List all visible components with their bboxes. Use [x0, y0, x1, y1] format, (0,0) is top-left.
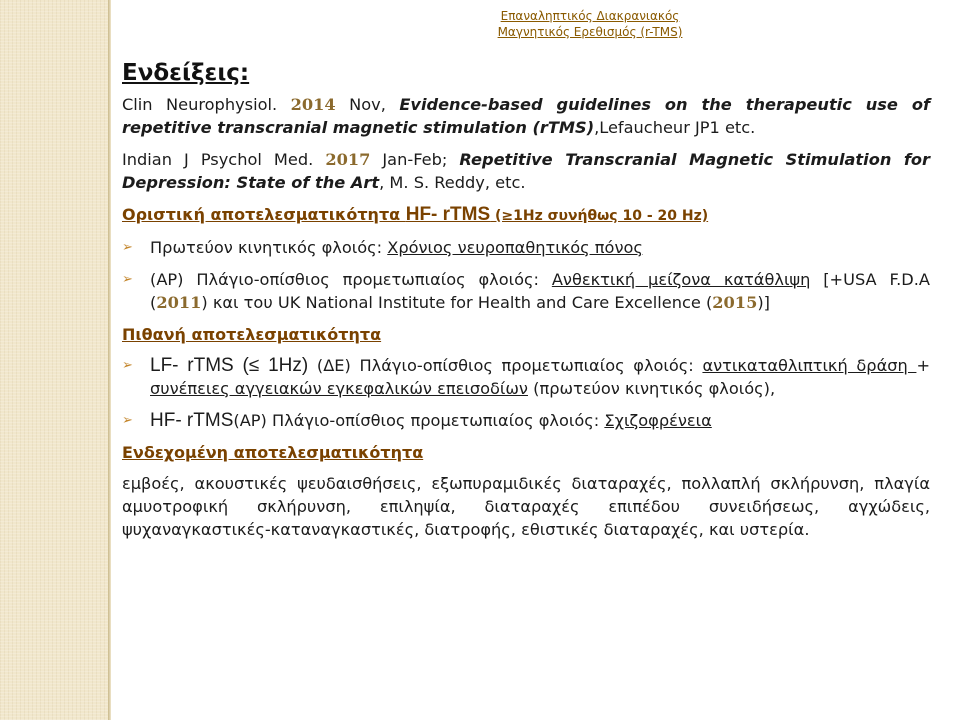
ref1-authors: ,Lefaucheur JP1 etc.: [594, 118, 756, 137]
ref1-year: 2014: [290, 95, 336, 114]
bullet-text: (ΑΡ) Πλάγιο-οπίσθιος προμετωπιαίος φλοιός:: [150, 270, 552, 289]
bullet-link: Χρόνιος νευροπαθητικός πόνος: [387, 238, 643, 257]
header-line-1: Επαναληπτικός Διακρανιακός: [500, 9, 680, 23]
section-definite-efficacy-heading: [122, 203, 930, 228]
slide-header: [380, 8, 800, 40]
bullet-year-1: 2011: [156, 293, 202, 312]
ref1-title: Evidence-based guidelines on the therapeutic use of repetitive transcranial magnetic stimulation (rTMS): [122, 95, 931, 137]
slide-title: Ενδείξεις:: [122, 60, 250, 86]
arrow-right-icon: ➢: [122, 272, 133, 287]
bullet-text: (ΑΡ) Πλάγιο-οπίσθιος προμετωπιαίος φλοιός:: [233, 411, 605, 430]
ref2-authors: , M. S. Reddy, etc.: [379, 173, 526, 192]
bullet-link: Σχιζοφρένεια: [604, 411, 712, 430]
bullet-text: (ΔΕ) Πλάγιο-οπίσθιος προμετωπιαίος φλοιός:: [308, 356, 703, 375]
section1-heading-post: (≥1Hz συνήθως 10 - 20 Hz): [490, 208, 709, 224]
arrow-right-icon: ➢: [122, 413, 133, 428]
bullet-prefix: LF- rTMS (≤ 1Hz): [150, 355, 309, 376]
ref2-title: Repetitive Transcranial Magnetic Stimulation for Depression: State of the Art: [122, 150, 931, 192]
reference-2: [122, 148, 930, 194]
section3-text: εμβοές, ακουστικές ψευδαισθήσεις, εξωπυραμιδικές διαταραχές, πολλαπλή σκλήρυνση, πλαγία αμυοτροφική σκλήρυνση, επιληψία, διαταραχές επιπέδου συνειδήσεως, αγχώδεις, ψυχαναγκαστικές-καταναγκαστικές, διατροφής, εθιστικές διαταραχές, και υστερία.: [122, 474, 930, 539]
list-item: [122, 354, 930, 400]
section-possible-efficacy-heading: Ενδεχομένη αποτελεσματικότητα: [122, 443, 424, 462]
bullet-text: Πρωτεύον κινητικός φλοιός:: [150, 238, 388, 257]
ref2-journal: Indian J Psychol Med.: [122, 150, 314, 169]
bullet-prefix: HF- rTMS: [150, 410, 234, 431]
section1-heading-pre: Οριστική αποτελεσματικότητα: [122, 205, 406, 224]
bullet-extra-2: ) και του UK National Institute for Health and Care Excellence (: [201, 293, 713, 312]
ref2-year: 2017: [325, 150, 371, 169]
bullet-extra-3: )]: [757, 293, 770, 312]
bullet-plus: +: [916, 356, 931, 375]
reference-1: [122, 93, 930, 139]
bullet-link: Ανθεκτική μείζονα κατάθλιψη: [551, 270, 811, 289]
ref2-month: Jan-Feb;: [370, 150, 460, 169]
list-item: [122, 236, 930, 259]
bullet-after: (πρωτεύον κινητικός φλοιός),: [527, 379, 776, 398]
arrow-right-icon: ➢: [122, 240, 133, 255]
decorative-side-panel: [0, 0, 108, 720]
bullet-link-2: συνέπειες αγγειακών εγκεφαλικών επεισοδίων: [150, 379, 528, 398]
bullet-year-2: 2015: [712, 293, 758, 312]
list-item: [122, 268, 930, 314]
bullet-extra-1: [+USA F.D.A (: [150, 270, 930, 312]
bullet-link-1: αντικαταθλιπτική δράση: [702, 356, 917, 375]
section2-list: [122, 354, 930, 432]
side-panel-edge: [108, 0, 111, 720]
ref1-journal: Clin Neurophysiol.: [122, 95, 278, 114]
section1-heading-big: HF- rTMS: [405, 204, 491, 225]
header-line-2: Μαγνητικός Ερεθισμός (r-TMS): [497, 25, 683, 39]
slide-content: [122, 58, 930, 550]
section1-list: [122, 236, 930, 314]
section-probable-efficacy-heading: Πιθανή αποτελεσματικότητα: [122, 325, 382, 344]
ref1-month: Nov,: [335, 95, 400, 114]
list-item: [122, 409, 930, 432]
arrow-right-icon: ➢: [122, 358, 133, 373]
